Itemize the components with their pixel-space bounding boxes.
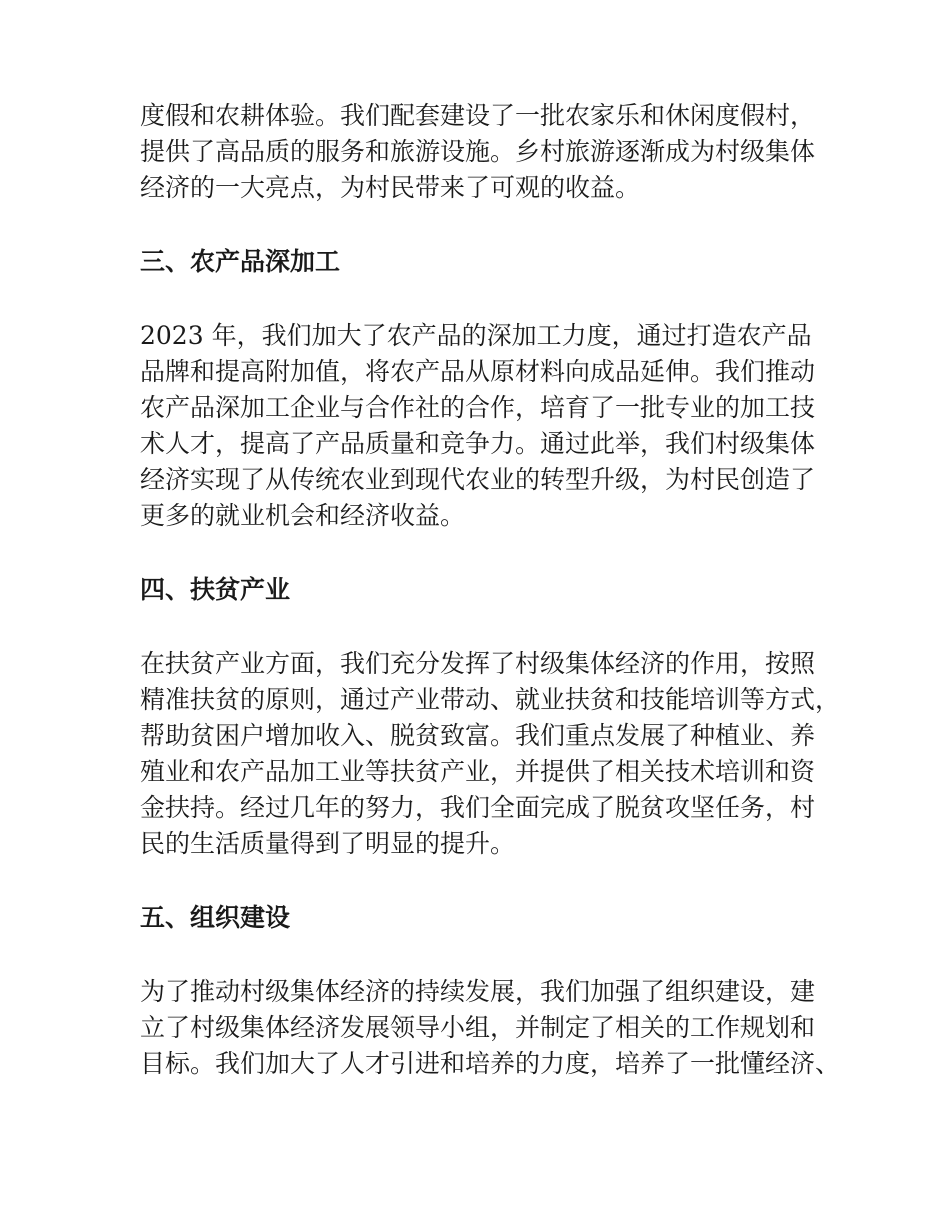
section-heading-4: 四、扶贫产业 [140, 575, 291, 604]
text-line: 在扶贫产业方面，我们充分发挥了村级集体经济的作用，按照 [140, 649, 816, 678]
paragraph-rural-tourism [140, 98, 820, 206]
text-line: 殖业和农产品加工业等扶贫产业，并提供了相关技术培训和资 [140, 757, 816, 786]
text-line: 提供了高品质的服务和旅游设施。乡村旅游逐渐成为村级集体 [140, 137, 816, 166]
text-line: 民的生活质量得到了明显的提升。 [140, 829, 516, 858]
paragraph-deep-processing [140, 318, 820, 534]
text-line: 术人才，提高了产品质量和竞争力。通过此举，我们村级集体 [140, 429, 816, 458]
text-line: 精准扶贫的原则，通过产业带动、就业扶贫和技能培训等方式， [140, 685, 841, 714]
text-line: 农产品深加工企业与合作社的合作，培育了一批专业的加工技 [140, 393, 816, 422]
text-line: 为了推动村级集体经济的持续发展，我们加强了组织建设，建 [140, 977, 816, 1006]
text-line: 度假和农耕体验。我们配套建设了一批农家乐和休闲度假村， [140, 101, 816, 130]
text-line: 经济实现了从传统农业到现代农业的转型升级，为村民创造了 [140, 465, 816, 494]
section-heading-3: 三、农产品深加工 [140, 247, 341, 276]
text-line: 经济的一大亮点，为村民带来了可观的收益。 [140, 173, 641, 202]
text-line: 更多的就业机会和经济收益。 [140, 501, 466, 530]
text-line: 品牌和提高附加值，将农产品从原材料向成品延伸。我们推动 [140, 357, 816, 386]
paragraph-organization [140, 974, 841, 1082]
section-heading-5: 五、组织建设 [140, 903, 291, 932]
paragraph-poverty-industry [140, 646, 841, 862]
text-line: 2023 年，我们加大了农产品的深加工力度，通过打造农产品 [140, 321, 812, 350]
text-line: 立了村级集体经济发展领导小组，并制定了相关的工作规划和 [140, 1013, 816, 1042]
text-line: 目标。我们加大了人才引进和培养的力度，培养了一批懂经济、 [140, 1049, 841, 1078]
text-line: 帮助贫困户增加收入、脱贫致富。我们重点发展了种植业、养 [140, 721, 816, 750]
text-line: 金扶持。经过几年的努力，我们全面完成了脱贫攻坚任务，村 [140, 793, 816, 822]
